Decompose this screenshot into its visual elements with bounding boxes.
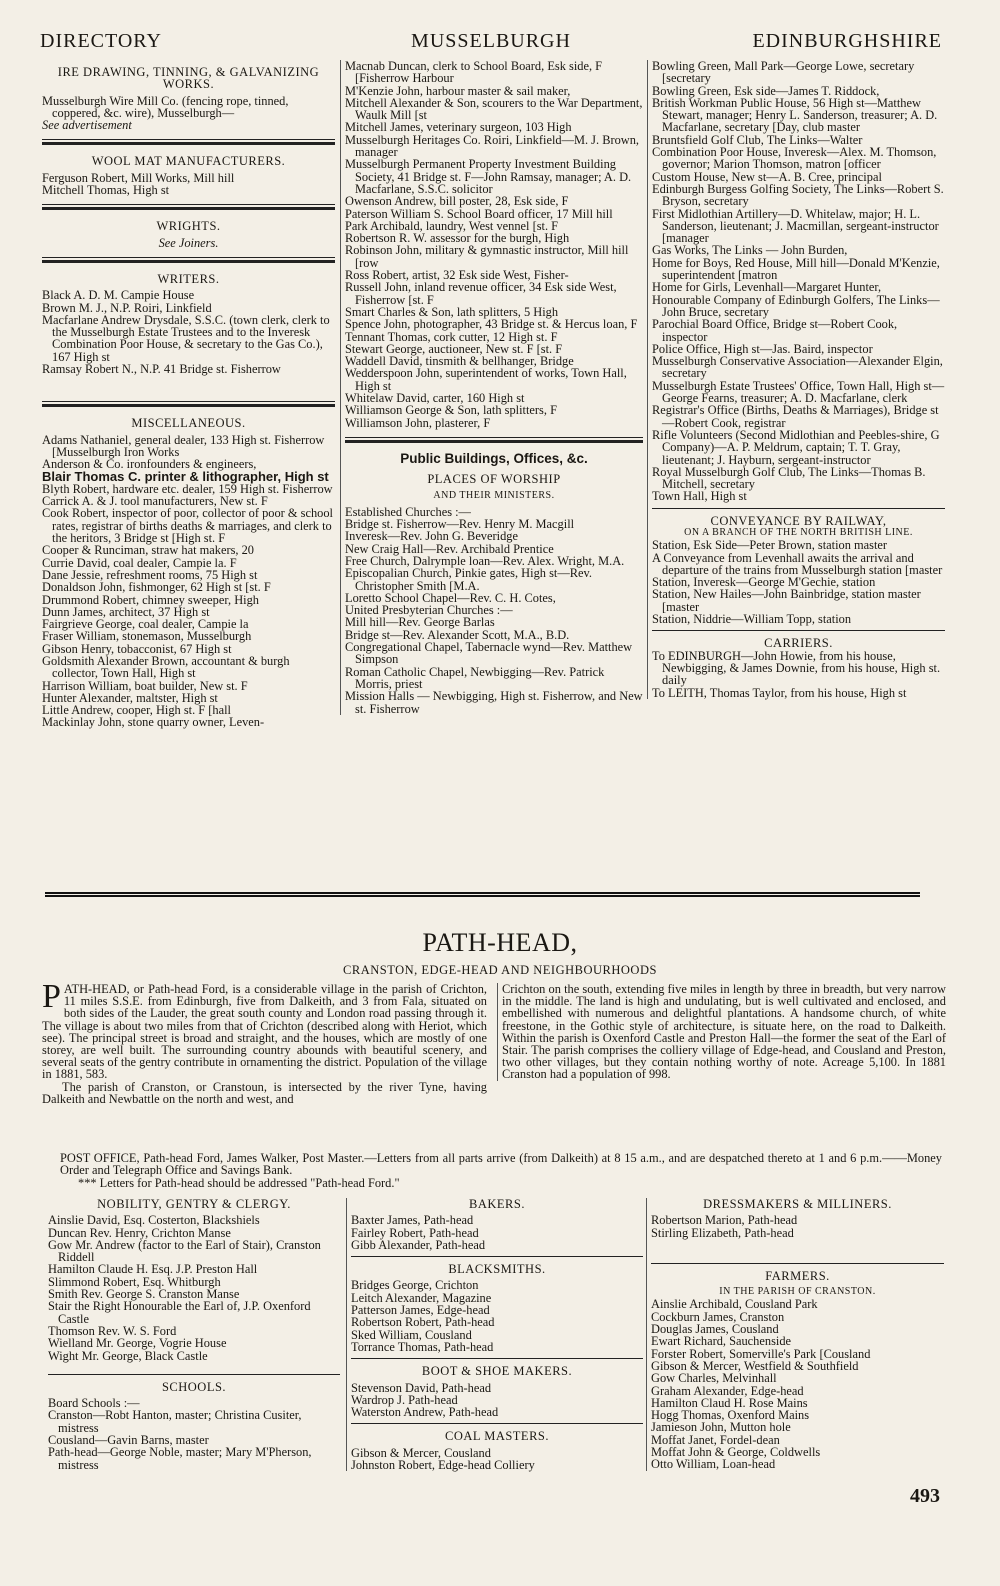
directory-entry: Baxter James, Path-head	[351, 1213, 474, 1228]
directory-entry: Town Hall, High st	[652, 489, 747, 504]
divider	[42, 139, 335, 145]
directory-entry: A Conveyance from Levenhall awaits the arrival and departure of the trains from Musselburgh station [master	[652, 550, 943, 577]
directory-entry: Goldsmith Alexander Brown, accountant & burgh collector, Town Hall, High st	[42, 653, 290, 681]
misc-list-b	[42, 483, 335, 729]
directory-entry: Fraser William, stonemason, Musselburgh	[42, 629, 252, 644]
divider	[48, 1374, 340, 1375]
directory-entry: Johnston Robert, Edge-head Colliery	[351, 1458, 535, 1473]
directory-entry: To EDINBURGH—John Howie, from his house, Newbigging, & James Downie, from his house, High st. daily	[652, 648, 941, 688]
schools-list	[48, 1397, 340, 1471]
directory-entry: Musselburgh Heritages Co. Roiri, Linkfield—M. J. Brown, manager	[345, 132, 640, 160]
directory-entry: Macfarlane Andrew Drysdale, S.S.C. (town clerk, clerk to the Musselburgh Estate Trustees and to the Inveresk Combination Poor House, & secretary to the Gas Co.), 167 High st	[42, 312, 330, 364]
directory-entry: Ferguson Robert, Mill Works, Mill hill	[42, 170, 235, 185]
directory-entry: Stevenson David, Path-head	[351, 1380, 492, 1395]
directory-entry: Bruntsfield Golf Club, The Links—Walter	[652, 132, 863, 147]
shoe-heading: BOOT & SHOE MAKERS.	[421, 1364, 573, 1379]
directory-entry: Robertson R. W. assessor for the burgh, High	[345, 231, 570, 246]
directory-entry: Musselburgh Conservative Association—Alexander Elgin, secretary	[652, 354, 943, 381]
coal-list	[351, 1447, 643, 1472]
directory-entry: Cranston—Robt Hanton, master; Christina Cusiter, mistress	[48, 1408, 302, 1435]
directory-entry: Dunn James, architect, 37 High st	[42, 604, 210, 619]
directory-entry: Smith Rev. George S. Cranston Manse	[48, 1287, 240, 1302]
directory-entry: Episcopalian Church, Pinkie gates, High st—Rev. Christopher Smith [M.A.	[345, 566, 592, 593]
directory-entry: Gibb Alexander, Path-head	[351, 1237, 486, 1252]
wool-list	[42, 172, 335, 197]
directory-entry: Duncan Rev. Henry, Crichton Manse	[48, 1225, 231, 1240]
railway-list	[652, 539, 945, 625]
divider	[42, 401, 335, 407]
directory-entry: Mitchell James, veterinary surgeon, 103 High	[345, 120, 572, 135]
pathhead-para-right: Crichton on the south, extending five miles in length by three in breadth, but very narrow in the middle. The land is high and undulating, but is well cultivated and enclosed, and embellished with numerous and delightful plantations. A handsome church, of white freestone, in the Gothic style of architecture, is situate here, on the road to Dalkeith. Within the parish is Oxenford Castle and Preston Hall—the former the seat of the Earl of Stair. The parish comprises the colliery village of Edge-head, and Cousland and Preston, two other villages, but they contain nothing worthy of note. Acreage 5,100. In 1881 Cranston had a population of 998.	[497, 983, 946, 1081]
directory-entry: Blyth Robert, hardware etc. dealer, 159 High st. Fisherrow	[42, 481, 333, 496]
directory-entry: Paterson William S. School Board officer, 17 Mill hill	[345, 206, 613, 221]
directory-entry: Mission Halls — Newbigging, High st. Fisherrow, and New st. Fisherrow	[345, 689, 643, 716]
directory-entry: Black A. D. M. Campie House	[42, 288, 195, 303]
directory-entry: First Midlothian Artillery—D. Whitelaw, major; H. L. Sanderson, lieutenant; J. Macmillan, sergeant-instructor [manager	[652, 206, 939, 246]
pathhead-para-left	[42, 978, 487, 1106]
misc-heading: MISCELLANEOUS.	[131, 416, 246, 431]
bakers-list	[351, 1214, 643, 1251]
post-office-note: *** Letters for Path-head should be addressed "Path-head Ford."	[78, 1175, 400, 1190]
directory-entry: Musselburgh Estate Trustees' Office, Town Hall, High st—George Fearns, treasurer; A. D. Macfarlane, clerk	[652, 378, 945, 406]
directory-entry: Russell John, inland revenue officer, 34 Esk side West, Fisherrow [st. F	[345, 280, 617, 307]
smiths-heading: BLACKSMITHS.	[448, 1262, 546, 1277]
directory-entry: Bridge st. Fisherrow—Rev. Henry M. Macgill	[345, 517, 575, 532]
wire-note: See advertisement	[42, 118, 132, 133]
directory-entry: Gibson Henry, tobacconist, 67 High st	[42, 641, 232, 656]
col3-list-a	[652, 60, 945, 503]
directory-entry: Graham Alexander, Edge-head	[651, 1383, 804, 1398]
directory-entry: Gibson & Mercer, Westfield & Southfield	[651, 1358, 859, 1373]
directory-entry: Stair the Right Honourable the Earl of, J.P. Oxenford Castle	[48, 1299, 311, 1326]
lower-column-3	[646, 1198, 944, 1471]
directory-entry: Congregational Chapel, Tabernacle wynd—Rev. Matthew Simpson	[345, 640, 633, 667]
directory-entry: Board Schools :—	[48, 1396, 140, 1411]
directory-entry: Stewart George, auctioneer, New st. F [st. F	[345, 341, 563, 356]
directory-entry: Cook Robert, inspector of poor, collector of poor & school rates, registrar of births deaths & marriages, and clerk to the heritors, 3 Bridge st [High st. F	[42, 506, 333, 546]
farmers-list	[651, 1298, 944, 1470]
directory-entry: Dane Jessie, refreshment rooms, 75 High st	[42, 567, 258, 582]
dress-list	[651, 1214, 944, 1239]
directory-entry: Adams Nathaniel, general dealer, 133 High st. Fisherrow [Musselburgh Iron Works	[42, 432, 325, 459]
smiths-list	[351, 1279, 643, 1353]
directory-entry: Robertson Robert, Path-head	[351, 1315, 495, 1330]
directory-entry: Hamilton Claud H. Rose Mains	[651, 1395, 808, 1410]
directory-entry: Leitch Alexander, Magazine	[351, 1290, 492, 1305]
lower-column-2	[346, 1198, 643, 1471]
directory-entry: Ainslie David, Esq. Costerton, Blackshiels	[48, 1213, 260, 1228]
pathhead-subtitle: CRANSTON, EDGE-HEAD AND NEIGHBOURHOODS	[343, 963, 657, 977]
directory-entry: Tennant Thomas, cork cutter, 12 High st. F	[345, 329, 558, 344]
directory-entry: Smart Charles & Son, lath splitters, 5 High	[345, 304, 559, 319]
header-right: EDINBURGHSHIRE	[752, 30, 942, 52]
directory-entry: Bowling Green, Esk side—James T. Riddock,	[652, 83, 880, 98]
writers-heading: WRITERS.	[157, 271, 220, 286]
misc-bold-entry: Blair Thomas C. printer & lithographer, High st	[42, 468, 329, 484]
directory-entry: Mill hill—Rev. George Barlas	[345, 615, 495, 630]
directory-entry: Honourable Company of Edinburgh Golfers, The Links—John Bruce, secretary	[652, 292, 940, 319]
directory-entry: Williamson John, plasterer, F	[345, 415, 491, 430]
directory-entry: Cooper & Runciman, straw hat makers, 20	[42, 543, 254, 558]
lower-column-1	[48, 1198, 340, 1471]
nobility-heading: NOBILITY, GENTRY & CLERGY.	[97, 1197, 291, 1211]
divider	[651, 1263, 944, 1264]
column-3	[647, 60, 945, 699]
dress-heading: DRESSMAKERS & MILLINERS.	[703, 1197, 892, 1211]
directory-entry: Williamson George & Son, lath splitters, F	[345, 403, 557, 418]
directory-entry: Gow Mr. Andrew (factor to the Earl of Stair), Cranston Riddell	[48, 1237, 321, 1265]
directory-entry: Little Andrew, cooper, High st. F [hall	[42, 703, 231, 718]
directory-entry: To LEITH, Thomas Taylor, from his house, High st	[652, 685, 907, 700]
directory-entry: Home for Boys, Red House, Mill hill—Donald M'Kenzie, superintendent [matron	[652, 255, 940, 283]
directory-entry: Hamilton Claude H. Esq. J.P. Preston Hall	[48, 1262, 258, 1277]
directory-entry: Custom House, New st—A. B. Cree, principal	[652, 169, 882, 184]
post-office-notice	[60, 1152, 942, 1189]
carriers-heading: CARRIERS.	[764, 636, 833, 651]
directory-entry: Forster Robert, Somerville's Park [Cousland	[651, 1346, 871, 1361]
directory-entry: Wardrop J. Path-head	[351, 1392, 458, 1407]
pathhead-para1b: The parish of Cranston, or Cranstoun, is intersected by the river Tyne, having Dalkeith and Newbattle on the north and west, and	[42, 1079, 487, 1106]
schools-heading: SCHOOLS.	[161, 1379, 227, 1394]
directory-entry: Combination Poor House, Inveresk—Alex. M. Thomson, governor; Marion Thomson, matron [officer	[652, 145, 937, 172]
header-center: MUSSELBURGH	[411, 30, 571, 52]
directory-entry: Police Office, High st—Jas. Baird, inspector	[652, 341, 873, 356]
worship-list	[345, 506, 643, 715]
coal-heading: COAL MASTERS.	[445, 1429, 549, 1444]
directory-entry: Wedderspoon John, superintendent of works, Town Hall, High st	[345, 366, 627, 393]
directory-entry: Inveresk—Rev. John G. Beveridge	[345, 529, 518, 544]
directory-entry: Patterson James, Edge-head	[351, 1303, 490, 1318]
directory-entry: Bridges George, Crichton	[351, 1278, 479, 1293]
directory-entry: Donaldson John, fishmonger, 62 High st [st. F	[42, 580, 271, 595]
shoe-list	[351, 1382, 643, 1419]
directory-entry: Bowling Green, Mall Park—George Lowe, secretary [secretary	[652, 59, 915, 86]
directory-entry: Otto William, Loan-head	[651, 1457, 776, 1472]
directory-entry: Mitchell Alexander & Son, scourers to the War Department, Waulk Mill [st	[345, 95, 643, 123]
directory-entry: Edinburgh Burgess Golfing Society, The Links—Robert S. Bryson, secretary	[652, 181, 944, 209]
directory-entry: Wight Mr. George, Black Castle	[48, 1348, 208, 1363]
writers-list	[42, 289, 335, 375]
directory-entry: Mackinlay John, stone quarry owner, Leven-	[42, 715, 265, 730]
wrights-heading: WRIGHTS.	[156, 219, 221, 234]
directory-entry: Home for Girls, Levenhall—Margaret Hunter,	[652, 280, 882, 295]
directory-entry: Bridge st—Rev. Alexander Scott, M.A., B.D.	[345, 627, 570, 642]
wire-heading: IRE DRAWING, TINNING, & GALVANIZING WORKS.	[57, 65, 320, 92]
divider	[345, 437, 643, 443]
directory-entry: Waddell David, tinsmith & bellhanger, Bridge	[345, 354, 574, 369]
page-header	[40, 30, 942, 54]
directory-entry: New Craig Hall—Rev. Archibald Prentice	[345, 541, 554, 556]
directory-entry: Hunter Alexander, maltster, High st	[42, 690, 218, 705]
directory-entry: Carrick A. & J. tool manufacturers, New st. F	[42, 494, 268, 509]
pathhead-title: PATH-HEAD,	[422, 928, 578, 957]
directory-entry: Drummond Robert, chimney sweeper, High	[42, 592, 259, 607]
divider	[351, 1256, 643, 1257]
directory-entry: Free Church, Dalrymple loan—Rev. Alex. Wright, M.A.	[345, 553, 625, 568]
bakers-heading: BAKERS.	[469, 1197, 525, 1211]
directory-entry: Currie David, coal dealer, Campie la. F	[42, 555, 237, 570]
directory-entry: Registrar's Office (Births, Deaths & Marriages), Bridge st—Robert Cook, registrar	[652, 403, 939, 430]
directory-entry: Station, Inveresk—George M'Gechie, station	[652, 575, 876, 590]
directory-entry: Ross Robert, artist, 32 Esk side West, Fisher-	[345, 268, 569, 283]
page-number: 493	[910, 1485, 940, 1507]
directory-entry: Park Archibald, laundry, West vennel [st. F	[345, 218, 559, 233]
worship-subheading: AND THEIR MINISTERS.	[433, 489, 555, 501]
directory-entry: Spence John, photographer, 43 Bridge st. & Hercus loan, F	[345, 317, 638, 332]
directory-entry: Mitchell Thomas, High st	[42, 183, 170, 198]
drop-cap: P	[42, 978, 61, 1015]
public-buildings-heading: Public Buildings, Offices, &c.	[400, 450, 588, 466]
directory-entry: Jamieson John, Mutton hole	[651, 1420, 791, 1435]
directory-entry: Station, Niddrie—William Topp, station	[652, 612, 852, 627]
directory-entry: Sked William, Cousland	[351, 1327, 472, 1342]
carriers-list	[652, 650, 945, 699]
directory-entry: Harrison William, boat builder, New st. F	[42, 678, 248, 693]
col2-list-a	[345, 60, 643, 429]
directory-entry: Ainslie Archibald, Cousland Park	[651, 1297, 818, 1312]
column-2	[340, 60, 643, 715]
directory-entry: Royal Musselburgh Golf Club, The Links—Thomas B. Mitchell, secretary	[652, 464, 926, 492]
directory-entry: Rifle Volunteers (Second Midlothian and Peebles-shire, G Company)—A. P. Meldrum, captain; T. T. Gray, lieutenant; J. Hayburn, sergeant-instructor	[652, 427, 940, 467]
directory-entry: Station, Esk Side—Peter Brown, station master	[652, 538, 888, 553]
directory-entry: Macnab Duncan, clerk to School Board, Esk side, F [Fisherrow Harbour	[345, 59, 603, 86]
divider	[351, 1423, 643, 1424]
divider	[652, 630, 945, 631]
directory-entry: Douglas James, Cousland	[651, 1322, 779, 1337]
directory-entry: Stirling Elizabeth, Path-head	[651, 1225, 794, 1240]
directory-entry: United Presbyterian Churches :—	[345, 603, 513, 618]
wire-list	[42, 95, 335, 120]
railway-heading: CONVEYANCE BY RAILWAY,	[710, 513, 887, 528]
directory-entry: Moffat John & George, Coldwells	[651, 1445, 821, 1460]
worship-heading: PLACES OF WORSHIP	[427, 472, 561, 487]
directory-entry: Moffat Janet, Fordel-dean	[651, 1432, 780, 1447]
directory-entry: Torrance Thomas, Path-head	[351, 1339, 494, 1354]
directory-entry: Established Churches :—	[345, 504, 471, 519]
directory-entry: Owenson Andrew, bill poster, 28, Esk side, F	[345, 194, 569, 209]
directory-entry: Station, New Hailes—John Bainbridge, station master [master	[652, 587, 921, 614]
directory-entry: Path-head—George Noble, master; Mary M'Pherson, mistress	[48, 1445, 312, 1472]
misc-list-a	[42, 434, 335, 471]
directory-entry: Robinson John, military & gymnastic instructor, Mill hill [row	[345, 243, 629, 270]
divider	[42, 257, 335, 263]
directory-entry: Parochial Board Office, Bridge st—Robert Cook, inspector	[652, 317, 898, 344]
nobility-list	[48, 1214, 340, 1362]
divider	[652, 508, 945, 509]
directory-entry: Gas Works, The Links — John Burden,	[652, 243, 848, 258]
section-rule	[45, 892, 920, 897]
column-1	[42, 60, 335, 729]
directory-entry: Fairley Robert, Path-head	[351, 1225, 479, 1240]
directory-entry: Musselburgh Wire Mill Co. (fencing rope, tinned, coppered, &c. wire), Musselburgh—	[42, 93, 289, 120]
farmers-heading: FARMERS.	[765, 1268, 830, 1283]
divider	[351, 1358, 643, 1359]
wool-heading: WOOL MAT MANUFACTURERS.	[91, 154, 286, 169]
directory-entry: Robertson Marion, Path-head	[651, 1213, 798, 1228]
directory-entry: Gow Charles, Melvinhall	[651, 1371, 777, 1386]
directory-entry: Gibson & Mercer, Cousland	[351, 1445, 491, 1460]
directory-entry: Wielland Mr. George, Vogrie House	[48, 1336, 227, 1351]
directory-entry: Cockburn James, Cranston	[651, 1309, 785, 1324]
post-office-text: POST OFFICE, Path-head Ford, James Walker, Post Master.—Letters from all parts arrive (from Dalkeith) at 8 15 a.m., and are despatched thereto at 1 and 6 p.m.——Money Order and Telegraph Office and Savings Bank.	[60, 1151, 942, 1178]
directory-entry: Ramsay Robert N., N.P. 41 Bridge st. Fisherrow	[42, 362, 281, 377]
wrights-note: See Joiners.	[158, 235, 219, 250]
pathhead-para1: ATH-HEAD, or Path-head Ford, is a considerable village in the parish of Crichton, 11 miles S.S.E. from Edinburgh, five from Dalkeith, and 3 from Fala, situated on both sides of the Lauder, the great south county and London road passing through it. The village is about two miles from that of Crichton (described along with Heriot, which see). The principal street is broad and straight, and the houses, which are mostly of one storey, are well built. The surrounding country abounds with beautiful scenery, and several seats of the gentry contribute in ornamenting the district. Population of the village in 1881, 583.	[42, 982, 487, 1082]
farmers-subheading: IN THE PARISH OF CRANSTON.	[719, 1286, 876, 1298]
directory-entry: Slimmond Robert, Esq. Whitburgh	[48, 1274, 221, 1289]
directory-entry: Cousland—Gavin Barns, master	[48, 1433, 209, 1448]
divider	[42, 204, 335, 210]
railway-subheading: ON A BRANCH OF THE NORTH BRITISH LINE.	[684, 526, 913, 538]
directory-entry: Loretto School Chapel—Rev. C. H. Cotes,	[345, 590, 556, 605]
directory-entry: Waterston Andrew, Path-head	[351, 1405, 499, 1420]
directory-entry: Brown M. J., N.P. Roiri, Linkfield	[42, 300, 212, 315]
header-left: DIRECTORY	[40, 30, 162, 52]
directory-entry: Whitelaw David, carter, 160 High st	[345, 391, 525, 406]
directory-entry: Hogg Thomas, Oxenford Mains	[651, 1408, 810, 1423]
directory-entry: Fairgrieve George, coal dealer, Campie la	[42, 617, 249, 632]
directory-entry: Roman Catholic Chapel, Newbigging—Rev. Patrick Morris, priest	[345, 664, 605, 691]
directory-entry: M'Kenzie John, harbour master & sail maker,	[345, 83, 571, 98]
directory-entry: Ewart Richard, Sauchenside	[651, 1334, 792, 1349]
directory-entry: British Workman Public House, 56 High st—Matthew Stewart, manager; Henry L. Sanderson, treasurer; A. D. Macfarlane, secretary [Day, club master	[652, 95, 938, 135]
directory-entry: Thomson Rev. W. S. Ford	[48, 1323, 177, 1338]
directory-entry: Musselburgh Permanent Property Investment Building Society, 41 Bridge st. F—John Ramsay, manager; A. D. Macfarlane, S.S.C. solicitor	[345, 157, 632, 196]
directory-entry: Anderson & Co. ironfounders & engineers,	[42, 457, 257, 472]
